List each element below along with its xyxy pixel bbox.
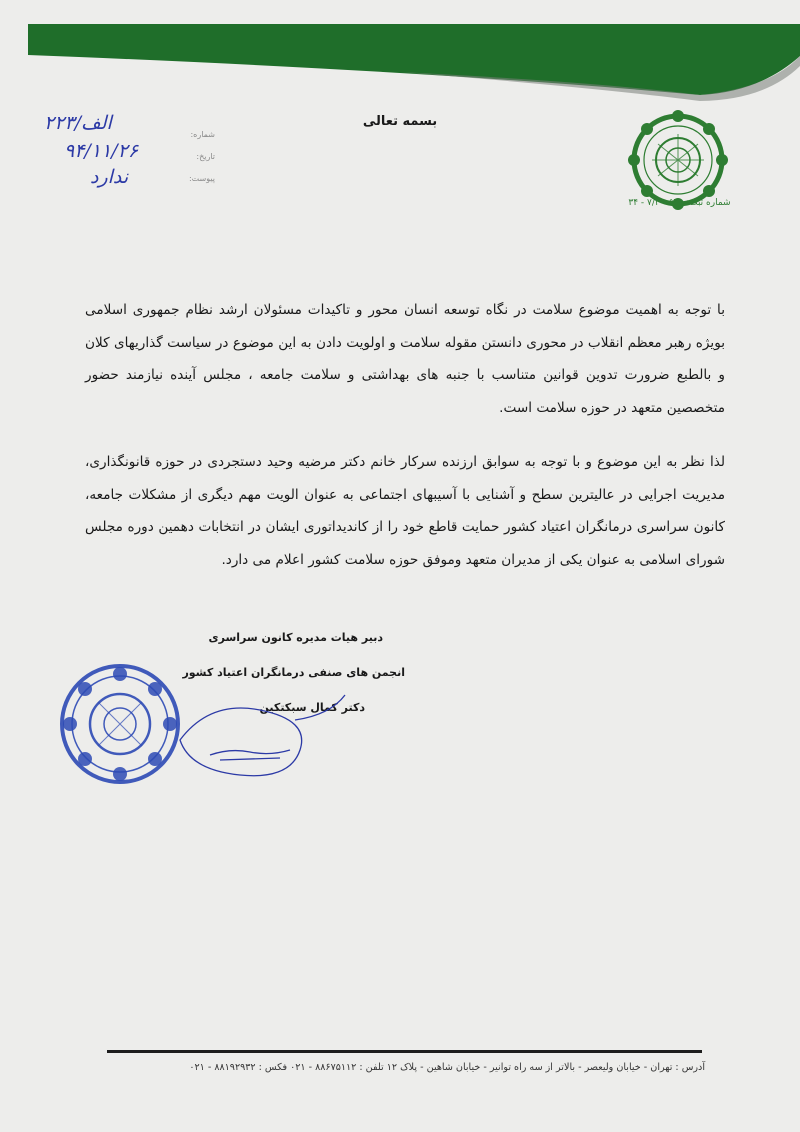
paragraph-1: با توجه به اهمیت موضوع سلامت در نگاه توسعه انسان محور و تاکیدات مسئولان ارشد نظام جمهوری اسلامی بویژه رهبر معظم انقلاب در محوری دانستن مقوله سلامت و اولویت دادن به این موضوع در سیاست گذاریهای کلان و بالطبع ضرورت تدوین قوانین متناسب با جنبه های بهداشتی و سلامت جامعه ، مجلس آینده نیازمند حضور متخصصین متعهد در حوزه سلامت است. — [85, 302, 725, 416]
footer-divider — [107, 1050, 702, 1053]
signatory-organization: انجمن های صنفی درمانگران اعتیاد کشور — [182, 666, 405, 679]
ref-attachment-label: پیوست: — [188, 174, 215, 183]
footer-address: آدرس : تهران - خیابان ولیعصر - بالاتر از سه راه توانیر - خیابان شاهین - پلاک ۱۲ تلفن : ۸۸۶۷۵۱۱۲ - ۰۲۱ فکس : ۸۸۱۹۲۹۳۲ - ۰۲۱ — [189, 1062, 705, 1073]
ref-date-value: ۹۴/۱۱/۲۶ — [64, 140, 139, 162]
header-band — [0, 0, 800, 110]
ref-date-label: تاریخ: — [196, 152, 215, 161]
signatory-title: دبیر هیات مدیره کانون سراسری — [208, 631, 383, 644]
paragraph-2: لذا نظر به این موضوع و با توجه به سوابق ارزنده سرکار خانم دکتر مرضیه وحید دستجردی در حوزه قانونگذاری، مدیریت اجرایی در عالیترین سطح و آشنایی با آسیبهای اجتماعی به عنوان الویت مهم دیگری از مشکلات جامعه، کانون سراسری درمانگران اعتیاد کشور حمایت قاطع خود را از کاندیداتوری ایشان در انتخابات دهمین دوره مجلس شورای اسلامی به عنوان یکی از مدیران متعهد وموفق حوزه سلامت کشور اعلام می دارد. — [85, 454, 725, 568]
reference-block — [30, 110, 230, 200]
handwritten-signature — [150, 680, 350, 790]
basmala-heading: بسمه تعالی — [362, 114, 438, 129]
signatory-name: دکتر کمال سبکتکین — [259, 701, 365, 714]
letter-body — [85, 294, 725, 576]
ref-number-value: الف/۲۲۳ — [44, 112, 112, 134]
logo-registration-number: شماره ثبت: ۵۴۰ - ۷/۲ - ۳۴ — [628, 198, 731, 208]
ref-number-label: شماره: — [190, 130, 215, 139]
ref-attachment-value: ندارد — [90, 166, 129, 188]
